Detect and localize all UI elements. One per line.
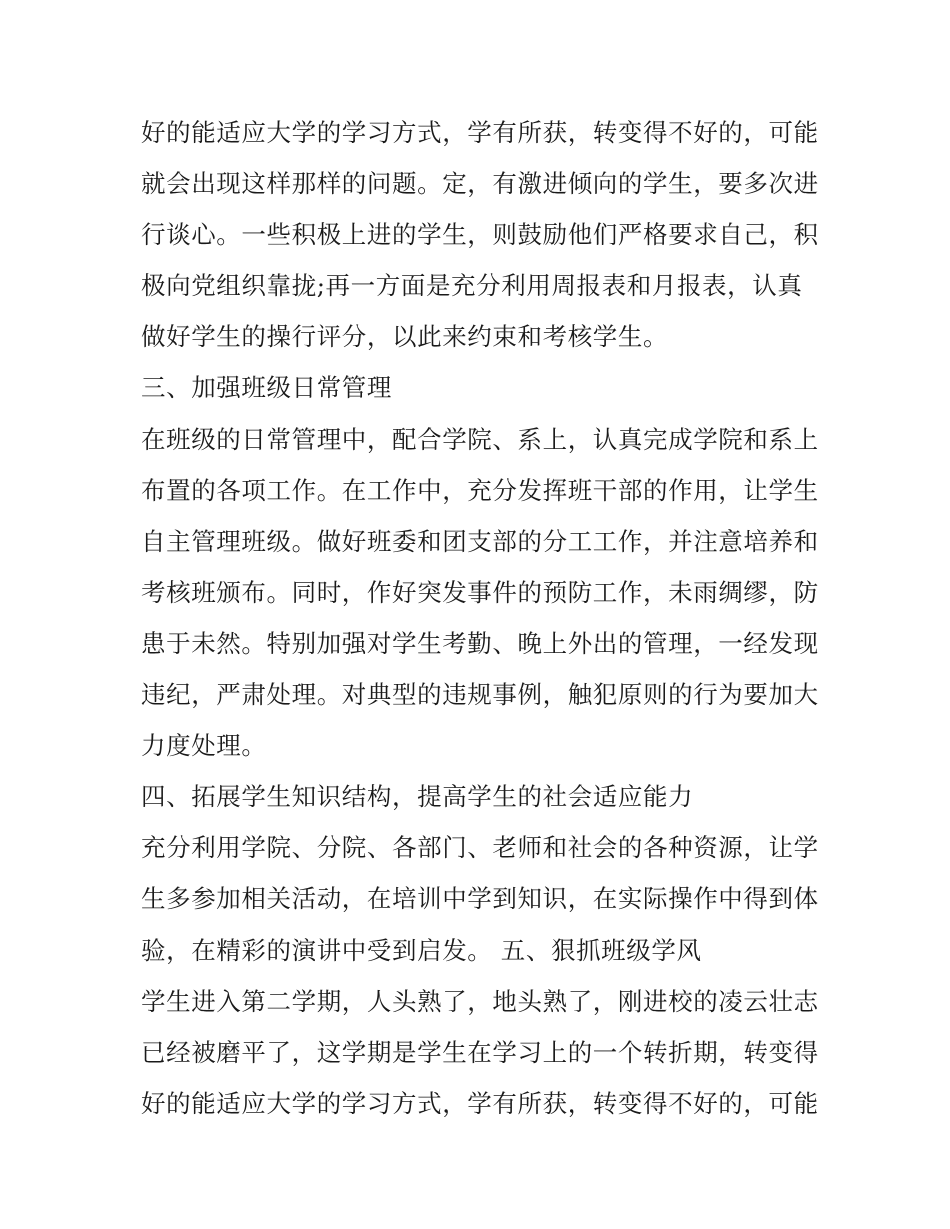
text-line: 在班级的日常管理中，配合学院、系上，认真完成学院和系上 (141, 424, 819, 454)
text-line: 验，在精彩的演讲中受到启发。 五、狠抓班级学风 (141, 935, 702, 965)
text-line: 充分利用学院、分院、各部门、老师和社会的各种资源，让学 (141, 833, 819, 863)
text-line: 好的能适应大学的学习方式，学有所获，转变得不好的，可能 (141, 1088, 819, 1118)
text-line: 力度处理。 (141, 731, 267, 761)
text-line: 自主管理班级。做好班委和团支部的分工工作，并注意培养和 (141, 526, 819, 556)
body-text (141, 107, 821, 1129)
text-line: 做好学生的操行评分，以此来约束和考核学生。 (141, 322, 669, 352)
text-line: 考核班颁布。同时，作好突发事件的预防工作，未雨绸缪，防 (141, 577, 819, 607)
text-line: 布置的各项工作。在工作中，充分发挥班干部的作用，让学生 (141, 475, 819, 505)
text-line: 生多参加相关活动，在培训中学到知识，在实际操作中得到体 (141, 884, 819, 914)
section-heading: 四、拓展学生知识结构，提高学生的社会适应能力 (141, 782, 694, 812)
text-line: 患于未然。特别加强对学生考勤、晚上外出的管理，一经发现 (141, 628, 819, 658)
text-line: 好的能适应大学的学习方式，学有所获，转变得不好的，可能 (141, 118, 819, 147)
text-line: 就会出现这样那样的问题。定，有激进倾向的学生，要多次进 (141, 169, 819, 199)
text-line: 极向党组织靠拢;再一方面是充分利用周报表和月报表，认真 (141, 271, 803, 301)
text-line: 行谈心。一些积极上进的学生，则鼓励他们严格要求自己，积 (141, 220, 819, 250)
text-line: 违纪，严肃处理。对典型的违规事例，触犯原则的行为要加大 (141, 680, 819, 710)
section-heading: 三、加强班级日常管理 (141, 373, 392, 403)
text-line: 已经被磨平了，这学期是学生在学习上的一个转折期，转变得 (141, 1037, 819, 1067)
text-line: 学生进入第二学期，人头熟了，地头熟了，刚进校的凌云壮志 (141, 986, 819, 1016)
